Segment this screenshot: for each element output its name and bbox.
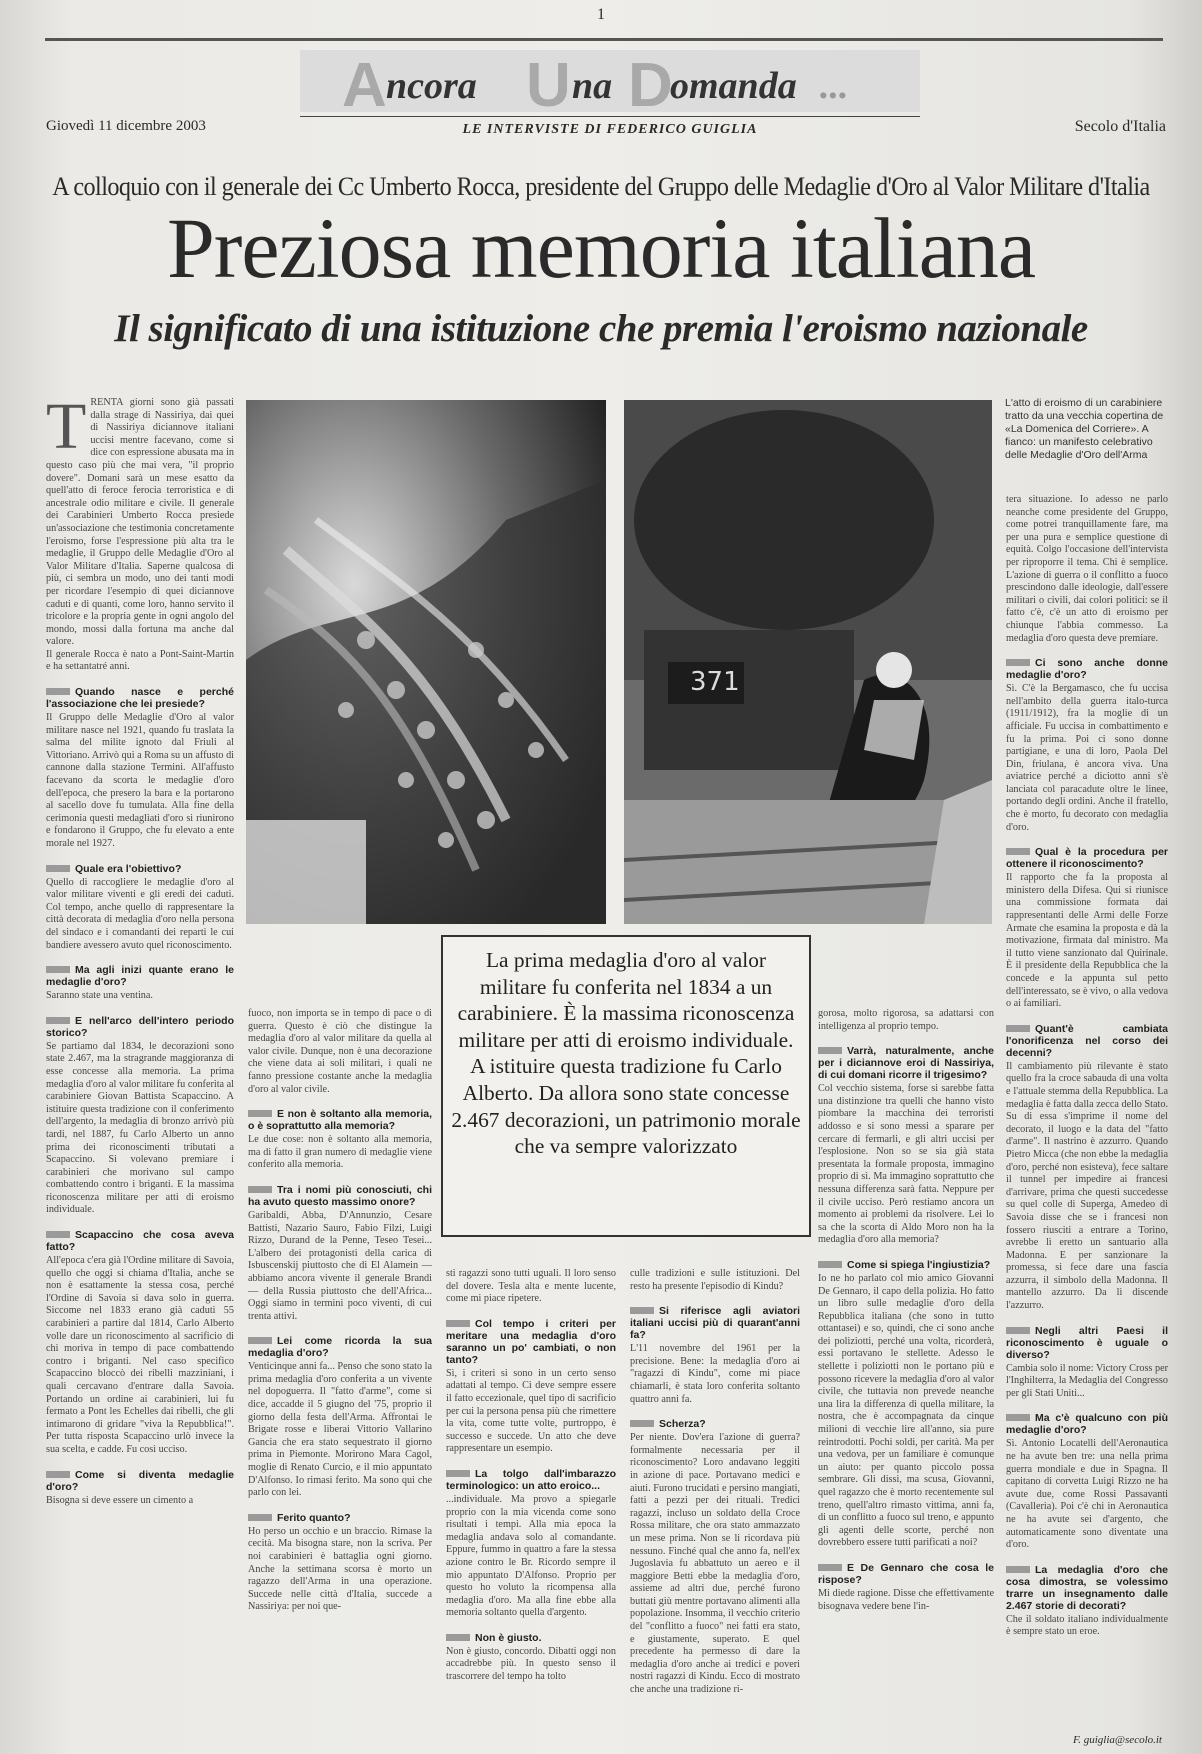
question: Ferito quanto?	[248, 1512, 432, 1524]
issue-date: Giovedì 11 dicembre 2003	[46, 118, 206, 134]
answer: ...individuale. Ma provo a spiegarle proprio con la mia vicenda come sono risultati i tempi. Alla mia epoca la medaglia andava solo al comandante. Eppure, fummo in quattro a fare la stessa azione contro le Br. Ricordo sempre il mio appuntato D'Alfonso. Proprio per questo ho voluto la ricompensa alla medaglia d'oro. Ma alla fine ebbe alla memoria soltanto quella d'argento.	[446, 1493, 616, 1619]
page-number: 1	[597, 6, 605, 23]
question: Col tempo i criteri per meritare una medaglia d'oro saranno un po' cambiati, o non tanto?	[446, 1317, 616, 1366]
answer: All'epoca c'era già l'Ordine militare di Savoia, quello che oggi si chiama d'Italia, anche se non è esattamente la stessa cosa, perché l'Ordine di Savoia si dava solo in guerra. Siccome nel 1833 erano già caduti 55 carabinieri a partire dal 1814, Carlo Alberto volle dare un riconoscimento al sacrificio di chi moriva in tempo di pace combattendo contro i briganti. Nel caso specifico Scapaccino bloccò dei ribelli mazziniani, i quali cercavano d'entrare dalla Savoia. Portando un ordine ai carabinieri, lui fu fermato a Pont les Echelles dai ribelli, che gli intimarono di gridare "viva la Repubblica!". Per tutta risposta Scapaccino urlò invece la sua scelta, e cadde. Fu così ucciso.	[46, 1255, 234, 1455]
question: Quant'è cambiata l'onorificenza nel corso dei decenni?	[1006, 1022, 1168, 1059]
question: Come si diventa medaglie d'oro?	[46, 1468, 234, 1493]
pull-quote: La prima medaglia d'oro al valor militare fu conferita nel 1834 a un carabiniere. È la massima riconoscenza militare per atti di eroismo individuale. A istituire questa tradizione fu Carlo Alberto. Da allora sono state concesse 2.467 decorazioni, un patrimonio morale che va sempre valorizzato	[441, 935, 811, 1237]
top-rule	[45, 38, 1163, 41]
question: Non è giusto.	[446, 1632, 616, 1644]
answer: Bisogna si deve essere un cimento a	[46, 1494, 194, 1506]
question: Varrà, naturalmente, anche per i diciannove eroi di Nassiriya, di cui domani ricorre il trigesimo?	[818, 1045, 994, 1082]
column-4	[630, 1268, 800, 1748]
masthead-rule	[300, 116, 920, 117]
answer: Saranno state una ventina.	[46, 990, 153, 1002]
question: Scapaccino che cosa aveva fatto?	[46, 1229, 234, 1254]
answer: Non è giusto, concordo. Dibatti oggi non accadrebbe più. In questo senso il trascorrere del tempo ha tolto	[446, 1645, 616, 1683]
answer: gorosa, molto rigorosa, sa adattarsi con intelligenza al proprio tempo.	[818, 1008, 994, 1032]
masthead-word-omanda: omanda	[670, 65, 797, 107]
question: Ma agli inizi quante erano le medaglie d'oro?	[46, 964, 234, 989]
question: Come si spiega l'ingiustizia?	[818, 1259, 994, 1271]
masthead-letter-u: U	[526, 51, 571, 120]
question: Quale era l'obiettivo?	[46, 863, 234, 875]
masthead-letter-a: A	[342, 51, 387, 120]
column-6	[1006, 494, 1168, 1734]
question: E non è soltanto alla memoria, o è soprattutto alla memoria?	[248, 1108, 432, 1133]
answer: culle tradizioni e sulle istituzioni. Del resto ha presente l'episodio di Kindu?	[630, 1268, 800, 1292]
answer: Il cambiamento più rilevante è stato quello fra la croce sabauda di una volta e l'attuale stemma della Repubblica. La medaglia è fatta dalla zecca dello Stato. Su di essa s'imprime il nome del decorato, il luogo e la data del "fatto d'arme". Il nastrino è azzurro. Quando Pietro Micca (che non ebbe la medaglia d'oro, perché non esisteva), fece saltare il tunnel per impedire ai francesi d'arrivare, prima che questi succedesse su quel colle di Superga, Amedeo di Savoia disse che se i francesi non fossero riusciti a entrare a Torino, avrebbe lì eretto un santuario alla Madonna. E per sanzionare la promessa, si fece dare una fascia azzurra, il simbolo della Madonna. Il mantello azzurro. Da lì discende l'azzurro.	[1006, 1060, 1168, 1312]
answer: Io ne ho parlato col mio amico Giovanni De Gennaro, il capo della polizia. Ho fatto un libro sulle medaglie d'oro della Repubblica italiana (che sono in tutto ottantasei) e so, quindi, che ci sono anche dei poliziotti, perché una volta, ricorderà, essi portavano le stellette. Adesso le stellette i poliziotti non le portano più e possono ricevere la medaglia d'oro al valor civile, che tuttavia non prevede neanche una lira la differenza di quella militare, la nostra, che è accompagnata da cinque milioni di vecchie lire all'anno, sia pure reintrodotti. Pochi soldi, per carità. Ma per una vedova, per un familiare è comunque un aiuto: per quanto piccolo possa sembrare. Gli dissi, ma scusa, Giovanni, quel ragazzo che è morto recentemente sul treno, quell'altro rimasto vittima, anni fa, di un conflitto a fuoco sul treno, e appunto gli agenti delle scorte, perché non dovrebbero essere tutti parificati a noi?	[818, 1272, 994, 1549]
question: Tra i nomi più conosciuti, chi ha avuto questo massimo onore?	[248, 1183, 432, 1208]
masthead-letter-d: D	[628, 51, 673, 120]
answer: Cambia solo il nome: Victory Cross per l'Inghilterra, la Medaglia del Congresso per gli Stati Uniti...	[1006, 1362, 1168, 1399]
answer: L'11 novembre del 1961 per la precisione. Bene: la medaglia d'oro ai "ragazzi di Kindu", come mi piace chiamarli, è stata loro conferita soltanto quattro anni fa.	[630, 1343, 800, 1405]
answer: Sì. Antonio Locatelli dell'Aeronautica ne ha avute ben tre: una nella prima guerra mondiale e due in Spagna. Il capitano di corvetta Luigi Rizzo ne ha avute due, come Rossi Passavanti (Cavalleria). Poi c'è chi in Aeronautica ne ha avute sei d'argento, che automaticamente sono diventate una d'oro.	[1006, 1438, 1168, 1551]
answer: Il Gruppo delle Medaglie d'Oro al valor militare nasce nel 1921, quando fu traslata la salma del milite ignoto dal Friuli al Vittoriano. Arrivò qui a Roma su un affusto di cannone dalla stazione Termini. All'affusto facevano da scorta le medaglie d'oro dell'epoca, che presero la bara e la portarono al sacello dove fu tumulata. Alla fine della cerimonia questi medagliati d'oro si riunirono e fondarono il Gruppo, che fu elevato a ente morale nel 1927.	[46, 712, 234, 849]
answer: Ho perso un occhio e un braccio. Rimase la cecità. Ma bisogna stare, non la scriva. Per noi carabinieri è battaglia ogni giorno. Anche la settimana scorsa è morto un ragazzo dell'Arma in una operazione. Succede nelle città d'Italia, succede a Nassiriya: per noi que-	[248, 1525, 432, 1613]
masthead-ellipsis: ...	[820, 65, 849, 107]
answer: Se partiamo dal 1834, le decorazioni sono state 2.467, ma la stragrande maggioranza di esse concesse alla memoria. La prima medaglia d'oro al valor militare fu conferita al carabiniere Giovan Battista Scapaccino. A istituire questa tradizione con il conferimento dell'argento, la medaglia di bronzo arrivò più tardi, nel 1887, fu Carlo Alberto un anno prima dei riconoscimenti tributati a Scapaccino. Si volevano premiare i carabinieri che morivano sul campo combattendo contro i briganti. E la massima riconoscenza militare per atti di eroismo individuale.	[46, 1040, 234, 1216]
question: Lei come ricorda la sua medaglia d'oro?	[248, 1335, 432, 1360]
answer: Che il soldato italiano individualmente è sempre stato un eroe.	[1006, 1613, 1168, 1638]
column-2	[248, 1008, 432, 1748]
paper-name: Secolo d'Italia	[1074, 118, 1166, 135]
answer: Mi diede ragione. Disse che effettivamente bisognava vedere bene l'in-	[818, 1587, 994, 1612]
answer: tera situazione. Io adesso ne parlo neanche come presidente del Gruppo, come potrei tranquillamente fare, ma per una pura e semplice questione di equità. Colgo l'occasione dell'intervista per riproporre il tema. Chi è semplice. L'azione di guerra o il conflitto a fuoco prescindono dalle ideologie, dall'essere militari o civili, dai colori politici: se il fatto c'è, c'è un atto di eroismo per chiunque l'abbia commesso. La medaglia d'oro questa deve premiare.	[1006, 494, 1168, 644]
author-signature: F. guiglia@secolo.it	[1072, 1734, 1162, 1746]
answer: Per niente. Dov'era l'azione di guerra? formalmente necessaria per il riconoscimento? Loro andavano leggiti in azione di pace. Portavano medici e aiuti. Furono trucidati e persino mangiati, fatti a pezzi per dei rituali. Tredici ragazzi, incluso un soldato della Croce Rossa militare, che ora stato ammazzato un mese prima. Non se li ricordava più nessuno. Finché qual che anno fa, nell'ex Jugoslavia fu abbattuto un aereo e il maggiore Betti ebbe la medaglia d'oro, assieme ad altri due, perché furono buttati giù mentre portavano alimenti alla popolazione. Insomma, il vecchio criterio del "conflitto a fuoco" nei fatti era stato, e giustamente, superato. E quel precedente ha permesso di dare la medaglia d'oro anche ai tredici e poveri nostri ragazzi di Kindu. Ecco di mostrato che anche una tradizione ri-	[630, 1432, 800, 1696]
article-intro: TRENTA giorni sono già passati dalla strage di Nassiriya, dai quei di Nassiriya diciannove italiani uccisi mentre facevano, come si dice con espressione abusata ma in questo caso più che mai vera, "il proprio dovere". Domani sarà un mese esatto da quell'atto di feroce ferocia terroristica e di ancestrale odio militare e civile. Il generale dei Carabinieri Umberto Rocca presiede un'associazione che testimonia concretamente l'eroismo, forse l'espressione più alta tra le medaglie, il Gruppo delle Medaglie d'Oro al Valor Militare d'Italia. Saperne qualcosa di più, ci sembra un modo, uno dei tanti modi per ricordare l'esempio di quei diciannove caduti e di quanti, come loro, hanno servito il tricolore e la propria gente in ogni angolo del mondo, mossi dalla fortuna ma anche dal valore.	[46, 397, 234, 648]
question: La medaglia d'oro che cosa dimostra, se volessimo trarre un insegnamento dalle 2.467 storie di decorati?	[1006, 1563, 1168, 1612]
question: Negli altri Paesi il riconoscimento è uguale o diverso?	[1006, 1324, 1168, 1361]
article-intro-2: Il generale Rocca è nato a Pont-Saint-Martin e ha settantatré anni.	[46, 648, 234, 673]
question: La tolgo dall'imbarazzo terminologico: un atto eroico...	[446, 1467, 616, 1492]
column-3	[446, 1268, 616, 1748]
answer: Garibaldi, Abba, D'Annunzio, Cesare Battisti, Nazario Sauro, Fabio Filzi, Luigi Rizzo, Durand de la Penne, Teseo Tesei... L'albero dei protagonisti della carica di Isbuscenskij piuttosto che di El Alamein — abbiamo ancora vivente il generale Brandi — della Russia piuttosto che dell'Africa... Oggi siamo in termini poco viventi, di cui trenta attivi.	[248, 1209, 432, 1322]
medals-poster-photo	[246, 400, 606, 924]
photo-caption: L'atto di eroismo di un carabiniere tratto da una vecchia copertina de «La Domenica del Corriere». A fianco: un manifesto celebrativo delle Medaglie d'Oro dell'Arma	[1005, 397, 1164, 461]
drop-cap: T	[46, 397, 87, 463]
answer: fuoco, non importa se in tempo di pace o di guerra. Questo è ciò che distingue la medaglia d'oro al valor militare da quella al valor civile. Dunque, non è una decorazione che viene data ai soli militari, i quali ne fanno pressione costante anche la medaglia d'oro al valor civile.	[248, 1008, 432, 1095]
question: Si riferisce agli aviatori italiani uccisi più di quarant'anni fa?	[630, 1305, 800, 1342]
masthead	[300, 50, 920, 120]
answer: Quello di raccogliere le medaglie d'oro al valor militare viventi e gli eredi dei caduti. Col tempo, anche quello di rappresentare la città decorata di medaglia d'oro nella persona del sindaco e i comandanti dei reparti le cui bandiere avessero avuto quel riconoscimento.	[46, 876, 234, 951]
question: Scherza?	[630, 1418, 800, 1430]
question: E nell'arco dell'intero periodo storico?	[46, 1014, 234, 1039]
question: Qual è la procedura per ottenere il riconoscimento?	[1006, 846, 1168, 871]
masthead-word-na: na	[572, 65, 613, 107]
masthead-word-ncora: ncora	[386, 65, 477, 107]
article-headline: Preziosa memoria italiana	[166, 200, 1036, 296]
answer: Sì. C'è la Bergamasco, che fu uccisa nell'ambito della guerra italo-turca (1911/1912), fra la moglie di un afficiale. Fu uccisa in combattimento e fu la prima. Poi ci sono donne partigiane, e una di loro, Paola Del Din, friulana, è ancora viva. Una aviatrice perché a diciotto anni s'è lanciata col paracadute oltre le linee, portando degli ordini. Anche il fratello, che è morto, fu decorato con medaglia d'oro.	[1006, 683, 1168, 833]
answer: Col vecchio sistema, forse si sarebbe fatta una distinzione tra quelli che hanno visto piombare la macchina dei terroristi addosso e si sono messi a sparare per cercare di fermarli, e gli altri uccisi per l'esplosione. Non so se sia già stata presentata la formale proposta, immagino proprio di sì. Ma immagino soprattutto che nessuna differenza sarà fatta. Neppure per il civile ucciso. Però restiamo ancora un momento ai problemi da risolvere. Lei lo sa che la scorta di Aldo Moro non ha la medaglia d'oro alla memoria?	[818, 1083, 994, 1246]
question: Ma c'è qualcuno con più medaglie d'oro?	[1006, 1412, 1168, 1437]
question: Quando nasce e perché l'associazione che lei presiede?	[46, 686, 234, 711]
answer: Le due cose: non è soltanto alla memoria, ma di fatto il gran numero di medaglie viene conferito alla memoria.	[248, 1134, 432, 1171]
column-5	[818, 1008, 994, 1748]
masthead-title	[300, 50, 920, 120]
question: E De Gennaro che cosa le rispose?	[818, 1561, 994, 1586]
answer: Sì, i criteri si sono in un certo senso adattati al tempo. Ci deve sempre essere il fatto eccezionale, quel tipo di sacrificio per cui la persona pensa più che rimettere la vita, come tutte volte, purtroppo, è successo e succede. Un atto che deve rappresentare un esempio.	[446, 1367, 616, 1455]
answer: sti ragazzi sono tutti uguali. Il loro senso del dovere. Tesla alta e mente lucente, come mi piace ripetere.	[446, 1268, 616, 1305]
locomotive-number: 371	[690, 667, 740, 697]
answer: Il rapporto che fa la proposta al ministero della Difesa. Qui si riunisce una commissione formata dai rappresentanti delle Armi delle Forze Armate che esamina la proposta e dà la motivazione, firmata dal ministro. Ma il tutto viene sanzionato dal Quirinale. È il presidente della Repubblica che la concede e la appunta sul petto dell'interessato, se è vivo, o alla vedova o ai familiari.	[1006, 872, 1168, 1010]
article-subheadline: Il significato di una istituzione che premia l'eroismo nazionale	[114, 307, 1088, 350]
carabiniere-train-photo	[624, 400, 992, 924]
article-kicker: A colloquio con il generale dei Cc Umberto Rocca, presidente del Gruppo delle Medaglie d'Oro al Valor Militare d'Italia	[52, 172, 1150, 201]
question: Ci sono anche donne medaglie d'oro?	[1006, 657, 1168, 682]
masthead-subtitle: LE INTERVISTE DI FEDERICO GUIGLIA	[462, 122, 758, 137]
column-1	[46, 397, 234, 1747]
answer: Venticinque anni fa... Penso che sono stato la prima medaglia d'oro conferita a un vivente nel dopoguerra. Il "fatto d'arme", come si dice, accadde il 5 giugno del '75, proprio il giorno della festa dell'Arma. Affrontai le Brigate rosse e liberai Vittorio Vallarino Gancia che era stato sequestrato il giorno prima in Piemonte. Morirono Mara Cagol, moglie di Renato Curcio, e il mio appuntato D'Alfonso. Io rimasi ferito. Ma sono qui che parlo con lei.	[248, 1361, 432, 1499]
